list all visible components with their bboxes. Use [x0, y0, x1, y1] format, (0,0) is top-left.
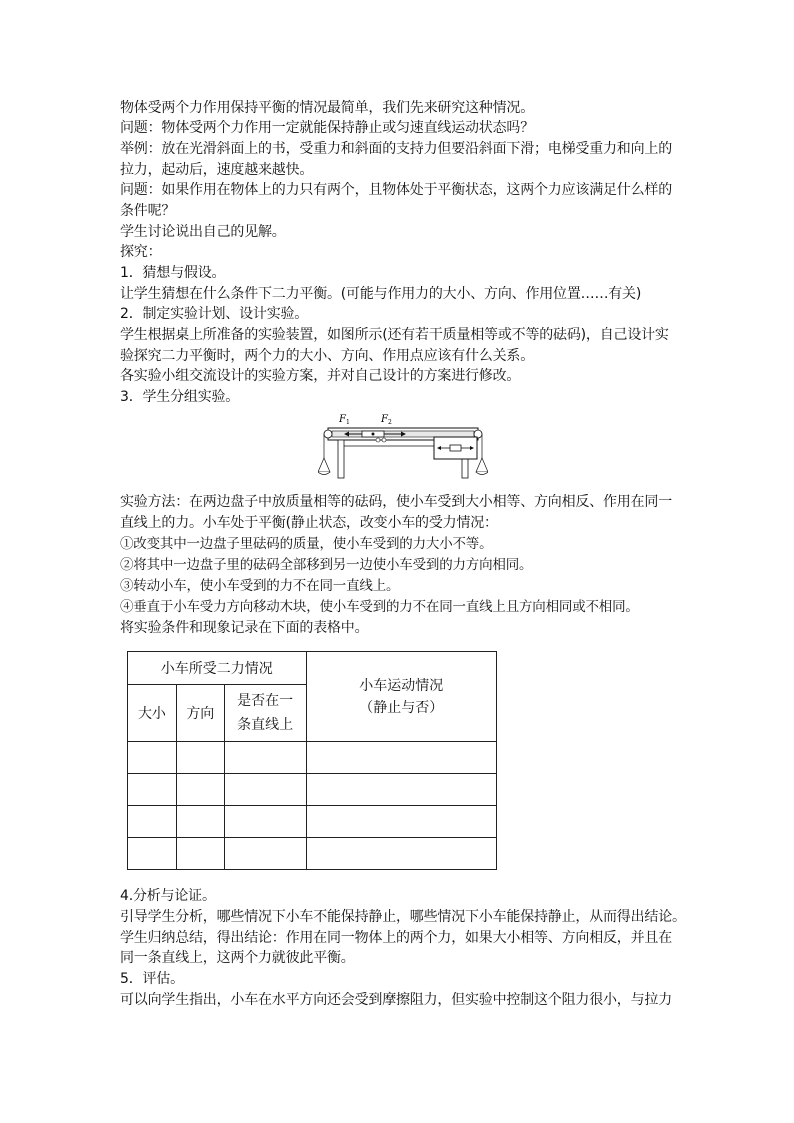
text-line: 各实验小组交流设计的实验方案，并对自己设计的方案进行修改。 [120, 368, 521, 384]
table-row [128, 742, 497, 774]
text-line: 问题：物体受两个力作用一定就能保持静止或匀速直线运动状态吗？ [120, 120, 534, 136]
text-line: 验探究二力平衡时，两个力的大小、方向、作用点应该有什么关系。 [120, 348, 534, 364]
text-line: ①改变其中一边盘子里砝码的质量，使小车受到的力大小不等。 [120, 536, 493, 552]
pan-left [318, 472, 330, 475]
f2-subscript: 2 [388, 419, 392, 426]
text-line: 物体受两个力作用保持平衡的情况最简单，我们先来研究这种情况。 [120, 100, 534, 116]
table-row [128, 838, 497, 870]
f2-label: F [381, 414, 388, 425]
text-line: 拉力，起动后，速度越来越快。 [120, 162, 314, 178]
text-line: 举例：放在光滑斜面上的书，受重力和斜面的支持力但要沿斜面下滑；电梯受重力和向上的 [120, 141, 672, 157]
table-header-size: 大小 [128, 685, 177, 742]
text-line: 实验方法：在两边盘子中放质量相等的砝码，使小车受到大小相等、方向相反、作用在同一 [120, 494, 672, 510]
pulley-left [324, 430, 332, 438]
pan-right [476, 472, 488, 475]
record-table [127, 651, 497, 870]
text-line: 学生讨论说出自己的见解。 [120, 224, 286, 240]
text-line: 2．制定实验计划、设计实验。 [120, 306, 309, 322]
text-line: ③转动小车，使小车受到的力不在同一直线上。 [120, 578, 400, 594]
same-line-header-line: 是否在一 [237, 693, 294, 709]
text-line: 条件呢？ [120, 203, 176, 219]
text-line: ④垂直于小车受力方向移动木块，使小车受到的力不在同一直线上且方向相同或不相同。 [120, 599, 639, 615]
text-line: 可以向学生指出，小车在水平方向还会受到摩擦阻力，但实验中控制这个阻力很小，与拉力 [120, 992, 672, 1008]
pan-hanger-right [476, 458, 488, 472]
text-line: 学生根据桌上所准备的实验装置，如图所示(还有若干质量相等或不等的砝码)，自己设计实 [120, 327, 669, 343]
text-line: 直线上的力。小车处于平衡(静止状态，改变小车的受力情况： [120, 515, 498, 531]
pan-hanger-left [318, 458, 330, 472]
table-row [128, 806, 497, 838]
text-line: 3．学生分组实验。 [120, 389, 240, 405]
motion-header-line: 小车运动情况 [359, 677, 444, 694]
text-line: 1．猜想与假设。 [120, 265, 226, 281]
table-header-same-line [224, 685, 306, 742]
same-line-header-line: 条直线上 [237, 717, 294, 733]
cart-peg [372, 433, 375, 436]
f1-label: F [339, 414, 346, 425]
table-header-motion [306, 652, 496, 742]
cart-wheel [376, 438, 380, 442]
table-leg [338, 440, 344, 478]
table-header-direction: 方向 [176, 685, 224, 742]
text-line: ②将其中一边盘子里的砝码全部移到另一边使小车受到的力方向相同。 [120, 557, 533, 573]
text-line: 探究： [120, 244, 162, 260]
text-line: 问题：如果作用在物体上的力只有两个，且物体处于平衡状态，这两个力应该满足什么样的 [120, 182, 672, 198]
text-line: 同一条直线上，这两个力就彼此平衡。 [120, 950, 355, 966]
cart-top-view-figure [433, 436, 478, 460]
text-line: 让学生猜想在什么条件下二力平衡。(可能与作用力的大小、方向、作用位置……有关) [120, 286, 642, 302]
cart-top-view [450, 445, 461, 451]
cart-wheel [382, 438, 386, 442]
text-line: 5．评估。 [120, 971, 184, 987]
text-line: 学生归纳总结，得出结论：作用在同一物体上的两个力，如果大小相等、方向相反，并且在 [120, 930, 672, 946]
f1-subscript: 1 [346, 419, 350, 426]
text-line: 将实验条件和现象记录在下面的表格中。 [120, 620, 369, 636]
text-line: 引导学生分析，哪些情况下小车不能保持静止，哪些情况下小车能保持静止，从而得出结论。 [120, 909, 686, 925]
table-group-header: 小车所受二力情况 [128, 652, 307, 685]
table-row [128, 774, 497, 806]
motion-header-line: （静止与否） [359, 699, 444, 716]
text-line: 4.分析与论证。 [120, 888, 216, 904]
